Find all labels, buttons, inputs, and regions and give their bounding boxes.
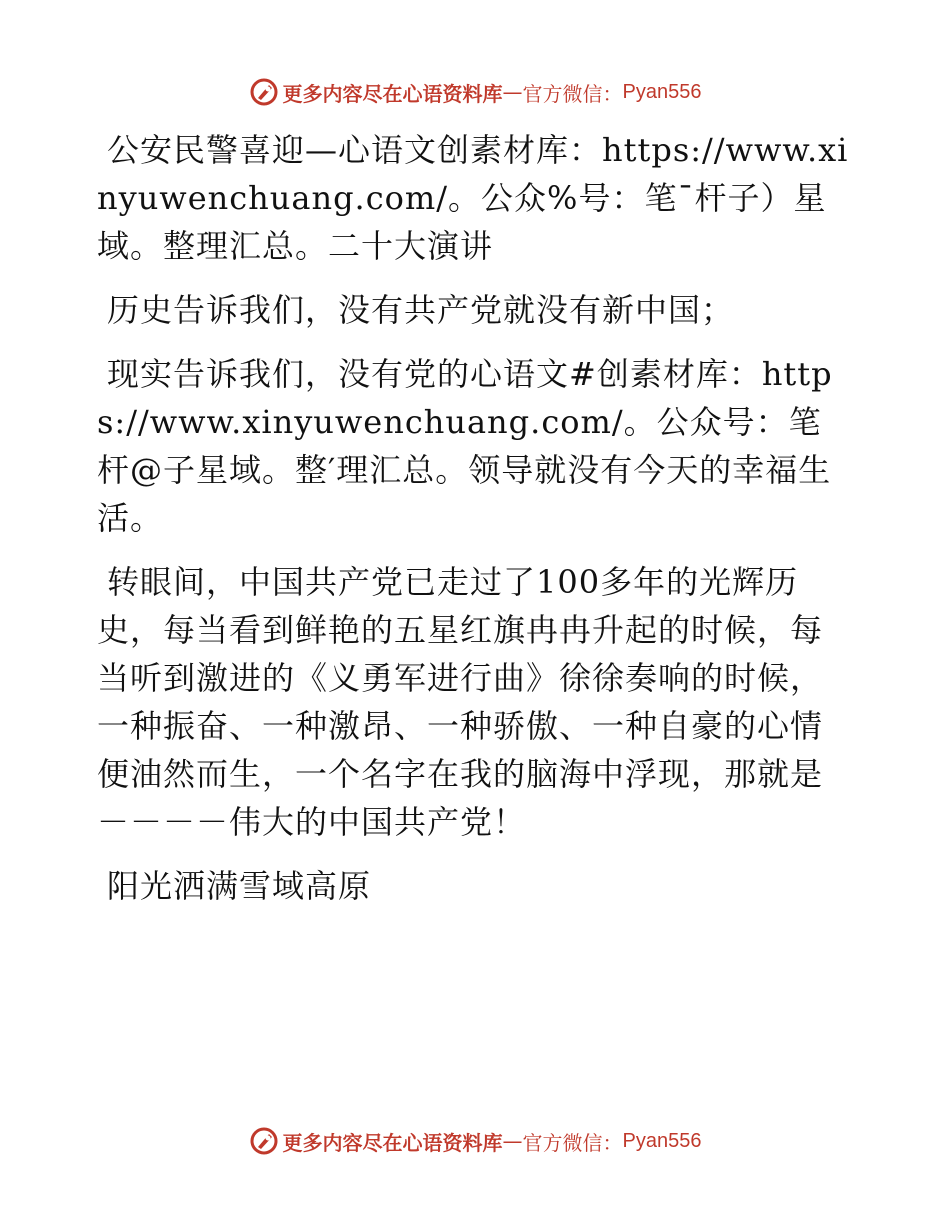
header-wechat-label: 官方微信： (522, 81, 623, 106)
red-quill-logo-icon (249, 1126, 279, 1156)
footer-site-text: 更多内容尽在心语资料库 (282, 1130, 503, 1155)
page-header-banner (0, 72, 950, 112)
header-separator: — (502, 80, 523, 104)
paragraph-4: 转眼间，中国共产党已走过了100多年的光辉历史，每当看到鲜艳的五星红旗冉冉升起的时候，每当听到激进的《义勇军进行曲》徐徐奏响的时候，一种振奋、一种激昂、一种骄傲、一种自豪的心情便油然而生，一个名字在我的脑海中浮现，那就是－－－－伟大的中国共产党！ (97, 563, 824, 841)
footer-separator: — (502, 1129, 523, 1153)
paragraph-2: 历史告诉我们，没有共产党就没有新中国； (107, 291, 735, 329)
red-quill-logo-icon (249, 77, 279, 107)
page-footer-banner (0, 1121, 950, 1161)
footer-wechat-id: Pyan556 (622, 1129, 702, 1152)
header-site-text: 更多内容尽在心语资料库 (282, 81, 503, 106)
document-body (97, 126, 853, 926)
header-wechat-id: Pyan556 (622, 80, 702, 103)
paragraph-5: 阳光洒满雪域高原 (107, 867, 372, 905)
footer-wechat-label: 官方微信： (522, 1130, 623, 1155)
paragraph-1: 公安民警喜迎—心语文创素材库：https://www.xinyuwenchuang.com/。公众%号：笔¯杆子）星域。整理汇总。二十大演讲 (97, 131, 849, 265)
paragraph-3: 现实告诉我们，没有党的心语文#创素材库：https://www.xinyuwenchuang.com/。公众号：笔杆@子星域。整′理汇总。领导就没有今天的幸福生活。 (97, 355, 833, 537)
